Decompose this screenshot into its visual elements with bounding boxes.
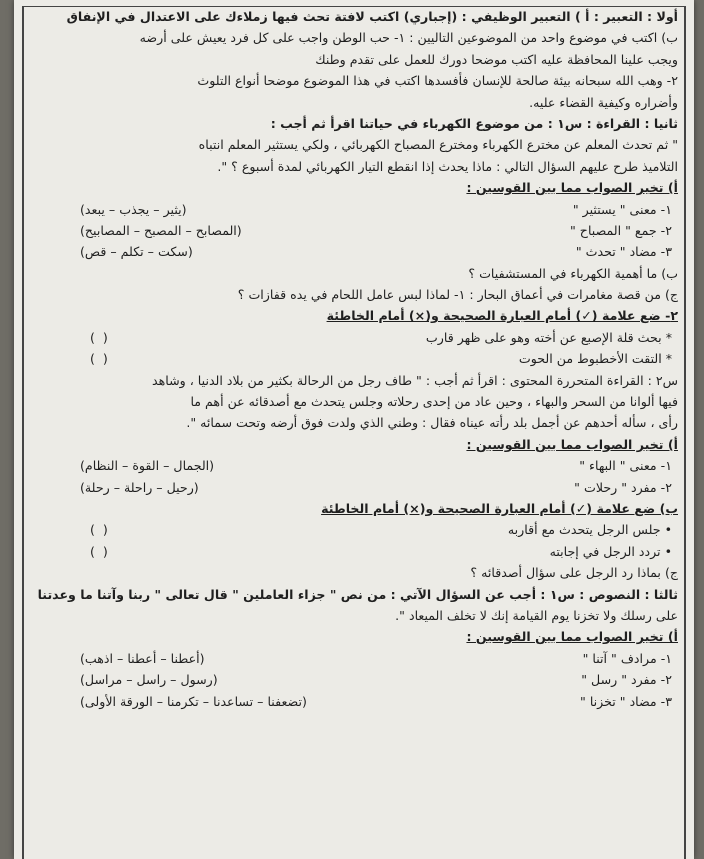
question-text: ٣- مضاد " تحدث " [575, 244, 672, 260]
question-text: • جلس الرجل يتحدث مع أقاربه [507, 522, 672, 538]
answer-box: ( ) [90, 329, 110, 345]
instruction-line: أ) تخير الصواب مما بين القوسين : [466, 629, 678, 645]
answer-options: (رسول – راسل – مراسل) [80, 672, 218, 688]
answer-options: (تضعفنا – تساعدنا – تكرمنا – الورقة الأولى) [80, 693, 307, 709]
question-text: ١- معنى " يستثير " [572, 201, 672, 217]
mark-row [30, 519, 678, 540]
choice-row [30, 669, 678, 690]
text-line: فيها ألوانا من السحر والبهاء ، وحين عاد من إحدى رحلاته وجلس يتحدث مع أصدقائه عن أهم ما [190, 394, 678, 410]
instruction-line: أ) تخير الصواب مما بين القوسين : [466, 180, 678, 196]
text-line: التلاميذ طرح عليهم السؤال التالي : ماذا يحدث إذا انقطع التيار الكهربائي لمدة أسبوع ؟ ". [217, 158, 678, 174]
text-line: ٢- وهب الله سبحانه بيئة صالحة للإنسان فأفسدها اكتب في هذا الموضوع موضحا أنواع التلوث [197, 73, 678, 89]
mark-row [30, 541, 678, 562]
choice-row [30, 455, 678, 476]
answer-options: (سكت – تكلم – قص) [80, 244, 193, 260]
section-heading: ثالثا : النصوص : س١ : أجب عن السؤال الآتي : من نص " جزاء العاملين " قال تعالى " ربنا وآتنا ما وعدتنا [37, 586, 678, 602]
text-line: ويجب علينا المحافظة عليه اكتب موضحا دورك للعمل على تقدم وطنك [315, 51, 678, 67]
mark-row [30, 327, 678, 348]
question-text: ١- معنى " البهاء " [579, 458, 672, 474]
section-heading: أولا : التعبير : أ ) التعبير الوظيفي : (إجباري) اكتب لافتة تحث فيها زملاءك على الاعتدال في الإنفاق [66, 9, 678, 24]
text-line: ج) بماذا رد الرجل على سؤال أصدقائه ؟ [470, 565, 678, 581]
answer-options: (المصابح – المصبح – المصابيح) [80, 222, 242, 238]
choice-row [30, 477, 678, 498]
text-line: " ثم تحدث المعلم عن مخترع الكهرباء ومخترع المصباح الكهربائي ، ولكي يستثير المعلم انتباه [198, 137, 678, 153]
text-line: س٢ : القراءة المتحررة المحتوى : اقرأ ثم أجب : " طاف رجل من الرحالة بكثير من بلاد الدنيا ، وشاهد [152, 372, 678, 388]
text-line: على رسلك ولا تخزنا يوم القيامة إنك لا تخلف الميعاد ". [395, 607, 678, 623]
question-text: ٣- مضاد " تخزنا " [580, 693, 672, 709]
answer-options: (رحيل – راحلة – رحلة) [80, 479, 199, 495]
question-text: * بحث قلة الإصبع عن أخته وهو على ظهر قارب [425, 329, 672, 345]
choice-row [30, 199, 678, 220]
section-heading: ثانيا : القراءة : س١ : من موضوع الكهرباء في حياتنا اقرأ ثم أجب : [270, 115, 678, 131]
choice-row [30, 220, 678, 241]
instruction-line: أ) تخير الصواب مما بين القوسين : [466, 436, 678, 452]
text-line: ب) ما أهمية الكهرباء في المستشفيات ؟ [468, 265, 678, 281]
answer-box: ( ) [90, 522, 110, 538]
answer-options: (الجمال – القوة – النظام) [80, 458, 215, 474]
question-text: • تردد الرجل في إجابته [549, 543, 672, 559]
question-text: * التقت الأخطبوط من الحوت [518, 351, 672, 367]
question-text: ١- مرادف " آتنا " [582, 650, 672, 666]
text-line: رأى ، سأله أحدهم عن أجمل بلد رأته عيناه فقال : وطني الذي ولدت فوق أرضه وتحت سمائه ". [186, 415, 678, 431]
choice-row [30, 691, 678, 712]
exam-paper [14, 0, 694, 859]
mark-row [30, 348, 678, 369]
answer-box: ( ) [90, 543, 110, 559]
answer-box: ( ) [90, 351, 110, 367]
text-line: وأضراره وكيفية القضاء عليه. [529, 94, 678, 110]
exam-content [30, 6, 678, 859]
question-text: ٢- مفرد " رسل " [581, 672, 672, 688]
instruction-line: ب) ضع علامة (✓) أمام العبارة الصحيحة و(×) أمام الخاطئة [321, 500, 678, 516]
question-text: ٢- جمع " المصباح " [570, 222, 672, 238]
text-line: ب) اكتب في موضوع واحد من الموضوعين التاليين : ١- حب الوطن واجب على كل فرد يعيش على أرضه [139, 30, 678, 46]
answer-options: (أعطنا – أعطنا – اذهب) [80, 650, 205, 666]
instruction-line: ٢- ضع علامة (✓) أمام العبارة الصحيحة و(×) أمام الخاطئة [326, 308, 678, 324]
choice-row [30, 241, 678, 262]
text-line: ج) من قصة مغامرات في أعماق البحار : ١- لماذا لبس عامل اللحام في يده قفازات ؟ [237, 287, 678, 303]
question-text: ٢- مفرد " رحلات " [574, 479, 672, 495]
answer-options: (يثير – يجذب – يبعد) [80, 201, 187, 217]
choice-row [30, 648, 678, 669]
